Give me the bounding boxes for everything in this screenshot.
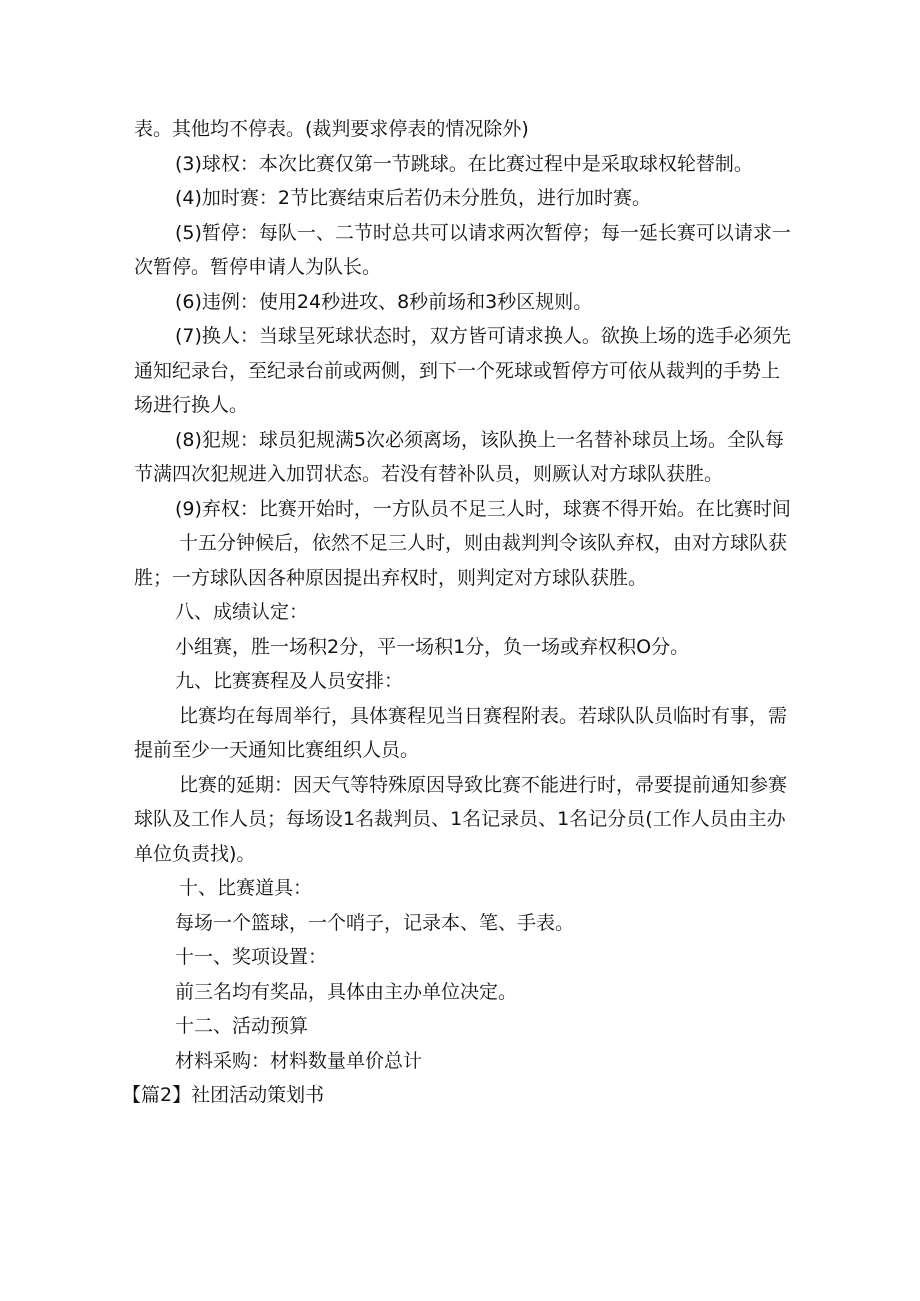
paragraph-timing-continued: 表。其他均不停表。(裁判要求停表的情况除外)	[134, 118, 529, 140]
paragraph-timeout: (5)暂停：每队一、二节时总共可以请求两次暂停；每一延长赛可以请求一次暂停。暂停申请人为队长。	[134, 221, 791, 278]
heading-budget: 十二、活动预算	[175, 1015, 309, 1037]
document-body	[122, 112, 794, 1113]
paragraph-overtime: (4)加时赛：2节比赛结束后若仍未分胜负，进行加时赛。	[175, 187, 652, 209]
heading-score-determination: 八、成绩认定：	[175, 601, 309, 623]
heading-part-2: 【篇2】社团活动策划书	[122, 1084, 325, 1106]
paragraph-ball-possession: (3)球权：本次比赛仅第一节跳球。在比赛过程中是采取球权轮替制。	[175, 152, 753, 175]
paragraph-group-points: 小组赛，胜一场积2分，平一场积1分，负一场或弃权积O分。	[175, 635, 690, 658]
paragraph-awards: 前三名均有奖品，具体由主办单位决定。	[175, 980, 518, 1003]
paragraph-weekly-schedule: 比赛均在每周举行，具体赛程见当日赛程附表。若球队队员临时有事，需提前至少一天通知比赛组织人员。	[134, 704, 788, 761]
paragraph-violation: (6)违例：使用24秒进攻、8秒前场和3秒区规则。	[175, 290, 593, 313]
paragraph-forfeit-continued: 十五分钟候后，依然不足三人时，则由裁判判令该队弃权，由对方球队获胜；一方球队因各种原因提出弃权时，则判定对方球队获胜。	[134, 532, 788, 589]
heading-equipment: 十、比赛道具：	[179, 877, 313, 899]
paragraph-forfeit: (9)弃权：比赛开始时，一方队员不足三人时，球赛不得开始。在比赛时间	[175, 497, 791, 520]
paragraph-postponement: 比赛的延期：因天气等特殊原因导致比赛不能进行时，帚要提前通知参赛球队及工作人员；每场设1名裁判员、1名记录员、1名记分员(工作人员由主办单位负责找)。	[134, 773, 788, 865]
paragraph-substitution: (7)换人：当球呈死球状态时，双方皆可请求换人。欲换上场的选手必须先通知纪录台，至纪录台前或两侧，到下一个死球或暂停方可依从裁判的手势上场进行换人。	[134, 325, 791, 416]
heading-awards: 十一、奖项设置：	[175, 946, 328, 968]
heading-schedule-staffing: 九、比赛赛程及人员安排：	[175, 670, 404, 692]
paragraph-materials: 材料采购：材料数量单价总计	[175, 1049, 423, 1072]
paragraph-foul: (8)犯规：球员犯规满5次必须离场，该队换上一名替补球员上场。全队每节满四次犯规进入加罚状态。若没有替补队员，则厥认对方球队获胜。	[134, 428, 785, 485]
paragraph-equipment-list: 每场一个篮球，一个哨子，记录本、笔、手表。	[175, 911, 575, 934]
